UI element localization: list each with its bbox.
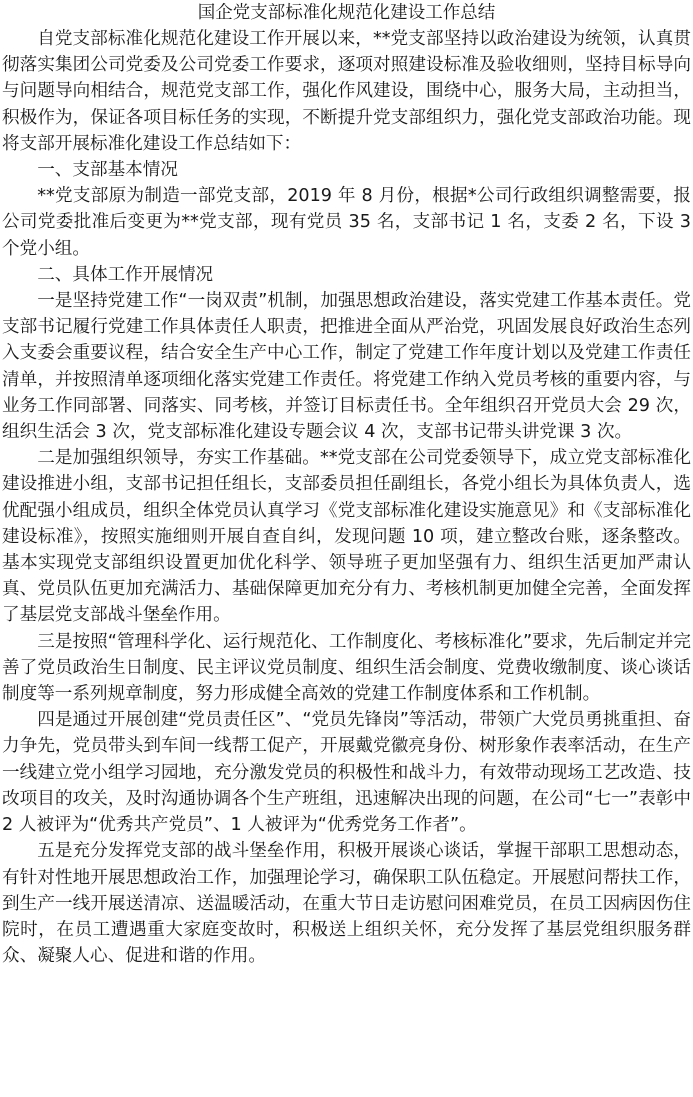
work-paragraph-3: 三是按照“管理科学化、运行规范化、工作制度化、考核标准化”要求，先后制定并完善了党员政治生日制度、民主评议党员制度、组织生活会制度、党费收缴制度、谈心谈话制度等一系列规章制度，努力形成健全高效的党建工作制度体系和工作机制。 (2, 631, 691, 705)
basic-info-paragraph: **党支部原为制造一部党支部，2019 年 8 月份，根据*公司行政组织调整需要，报公司党委批准后变更为**党支部，现有党员 35 名，支部书记 1 名，支委 2 名，下设 3 个党小组。 (2, 186, 691, 259)
work-paragraph-5: 五是充分发挥党支部的战斗堡垒作用，积极开展谈心谈话，掌握干部职工思想动态，有针对性地开展思想政治工作，加强理论学习，确保职工队伍稳定。开展慰问帮扶工作，到生产一线开展送清凉、送温暖活动，在重大节日走访慰问困难党员，在员工因病因伤住院时，在员工遭遇重大家庭变故时，积极送上组织关怀，充分发挥了基层党组织服务群众、凝聚人心、促进和谐的作用。 (2, 841, 691, 967)
document-title: 国企党支部标准化规范化建设工作总结 (197, 3, 496, 23)
intro-paragraph: 自党支部标准化规范化建设工作开展以来，**党支部坚持以政治建设为统领，认真贯彻落实集团公司党委及公司党委工作要求，逐项对照建设标准及验收细则，坚持目标导向与问题导向相结合，规范党支部工作，强化作风建设，围绕中心，服务大局，主动担当，积极作为，保证各项目标任务的实现，不断提升党支部组织力，强化党支部政治功能。现将支部开展标准化建设工作总结如下： (2, 29, 691, 154)
work-paragraph-1: 一是坚持党建工作“一岗双责”机制，加强思想政治建设，落实党建工作基本责任。党支部书记履行党建工作具体责任人职责，把推进全面从严治党，巩固发展良好政治生态列入支委会重要议程，结合安全生产中心工作，制定了党建工作年度计划以及党建工作责任清单，并按照清单逐项细化落实党建工作责任。将党建工作纳入党员考核的重要内容，与业务工作同部署、同落实、同考核，并签订目标责任书。全年组织召开党员大会 29 次，组织生活会 3 次，党支部标准化建设专题会议 4 次，支部书记带头讲党课 3 次。 (2, 291, 691, 443)
work-paragraph-2: 二是加强组织领导，夯实工作基础。**党支部在公司党委领导下，成立党支部标准化建设推进小组，支部书记担任组长，支部委员担任副组长，各党小组长为具体负责人，选优配强小组成员，组织全体党员认真学习《党支部标准化建设实施意见》和《支部标准化建设标准》，按照实施细则开展自查自纠，发现问题 10 项，建立整改台账，逐条整改。基本实现党支部组织设置更加优化科学、领导班子更加坚强有力、组织生活更加严肃认真、党员队伍更加充满活力、基础保障更加充分有力、考核机制更加健全完善，全面发挥了基层党支部战斗堡垒作用。 (2, 448, 691, 626)
section-heading-basic-info: 一、支部基本情况 (37, 160, 178, 181)
work-paragraph-4: 四是通过开展创建“党员责任区”、“党员先锋岗”等活动，带领广大党员勇挑重担、奋力争先，党员带头到车间一线帮工促产，开展戴党徽亮身份、树形象作表率活动，在生产一线建立党小组学习园地，充分激发党员的积极性和战斗力，有效带动现场工艺改造、技改项目的攻关，及时沟通协调各个生产班组，迅速解决出现的问题，在公司“七一”表彰中 2 人被评为“优秀共产党员”、1 人被评为“优秀党务工作者”。 (2, 710, 691, 836)
section-heading-work-progress: 二、具体工作开展情况 (37, 264, 214, 285)
